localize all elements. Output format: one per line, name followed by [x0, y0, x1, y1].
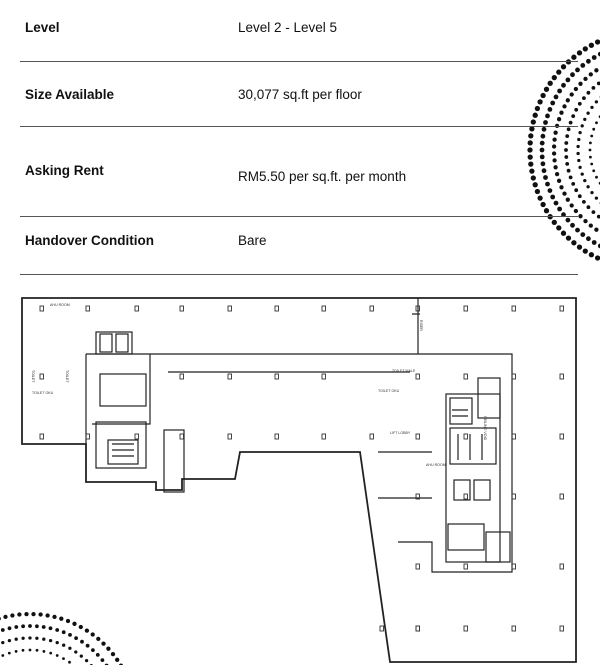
- plan-column: [512, 626, 516, 631]
- divider: [20, 274, 578, 275]
- plan-column: [322, 434, 326, 439]
- plan-label-toilet-oku-center: TOILET OKU: [378, 389, 400, 393]
- plan-column: [228, 374, 232, 379]
- divider: [20, 126, 578, 127]
- plan-column: [560, 374, 564, 379]
- plan-room-core-right: [446, 394, 500, 562]
- spec-value: RM5.50 per sq.ft. per month: [238, 169, 407, 184]
- plan-column: [464, 306, 468, 311]
- plan-column: [464, 564, 468, 569]
- plan-column: [322, 374, 326, 379]
- plan-label-ceiling-void: CEILING VOID: [483, 416, 487, 441]
- plan-column: [228, 434, 232, 439]
- plan-column: [135, 434, 139, 439]
- plan-column: [40, 374, 44, 379]
- plan-column: [180, 434, 184, 439]
- plan-column: [560, 306, 564, 311]
- plan-column: [560, 564, 564, 569]
- plan-column: [180, 306, 184, 311]
- spec-label: Asking Rent: [25, 163, 104, 178]
- plan-column: [40, 306, 44, 311]
- plan-column: [40, 434, 44, 439]
- plan-column: [275, 434, 279, 439]
- plan-column: [275, 306, 279, 311]
- spec-label: Level: [25, 20, 60, 35]
- plan-outer-wall: [22, 298, 576, 662]
- plan-room-stair-left: [100, 374, 146, 406]
- divider: [20, 216, 578, 217]
- plan-column: [512, 306, 516, 311]
- plan-label-toilet-left: TOILET: [31, 370, 35, 383]
- spec-value: 30,077 sq.ft per floor: [238, 87, 362, 102]
- plan-room-lift-left: [96, 332, 132, 354]
- plan-column: [464, 434, 468, 439]
- floor-plan: [0, 294, 600, 665]
- plan-column: [416, 626, 420, 631]
- plan-column: [560, 626, 564, 631]
- plan-column: [322, 306, 326, 311]
- plan-label-ahu-room: AHU ROOM: [50, 303, 70, 307]
- plan-column: [416, 626, 420, 631]
- plan-column: [560, 494, 564, 499]
- plan-label-lift-lobby: LIFT LOBBY: [390, 431, 411, 435]
- plan-column: [275, 374, 279, 379]
- plan-column: [86, 306, 90, 311]
- plan-column: [380, 626, 384, 631]
- plan-column: [416, 434, 420, 439]
- plan-column: [560, 434, 564, 439]
- dot-arc-top-right: [527, 29, 600, 271]
- plan-column: [228, 306, 232, 311]
- spec-value: Bare: [238, 233, 267, 248]
- plan-column: [464, 494, 468, 499]
- plan-column: [416, 564, 420, 569]
- plan-label-toilet-oku-left: TOILET OKU: [32, 391, 54, 395]
- plan-label-toilet-male: TOILET MALE: [392, 369, 416, 373]
- plan-label-ahu-room-right: AHU ROOM: [426, 463, 446, 467]
- plan-column: [464, 626, 468, 631]
- spec-label: Size Available: [25, 87, 115, 102]
- plan-column: [464, 374, 468, 379]
- spec-label: Handover Condition: [25, 233, 154, 248]
- plan-label-riser: RISER: [419, 320, 423, 331]
- plan-column: [370, 306, 374, 311]
- plan-label-toilet-mid: TOILET: [65, 370, 69, 383]
- plan-column: [370, 434, 374, 439]
- plan-column: [180, 374, 184, 379]
- divider: [20, 61, 578, 62]
- plan-column: [416, 374, 420, 379]
- spec-value: Level 2 - Level 5: [238, 20, 338, 35]
- plan-column: [135, 306, 139, 311]
